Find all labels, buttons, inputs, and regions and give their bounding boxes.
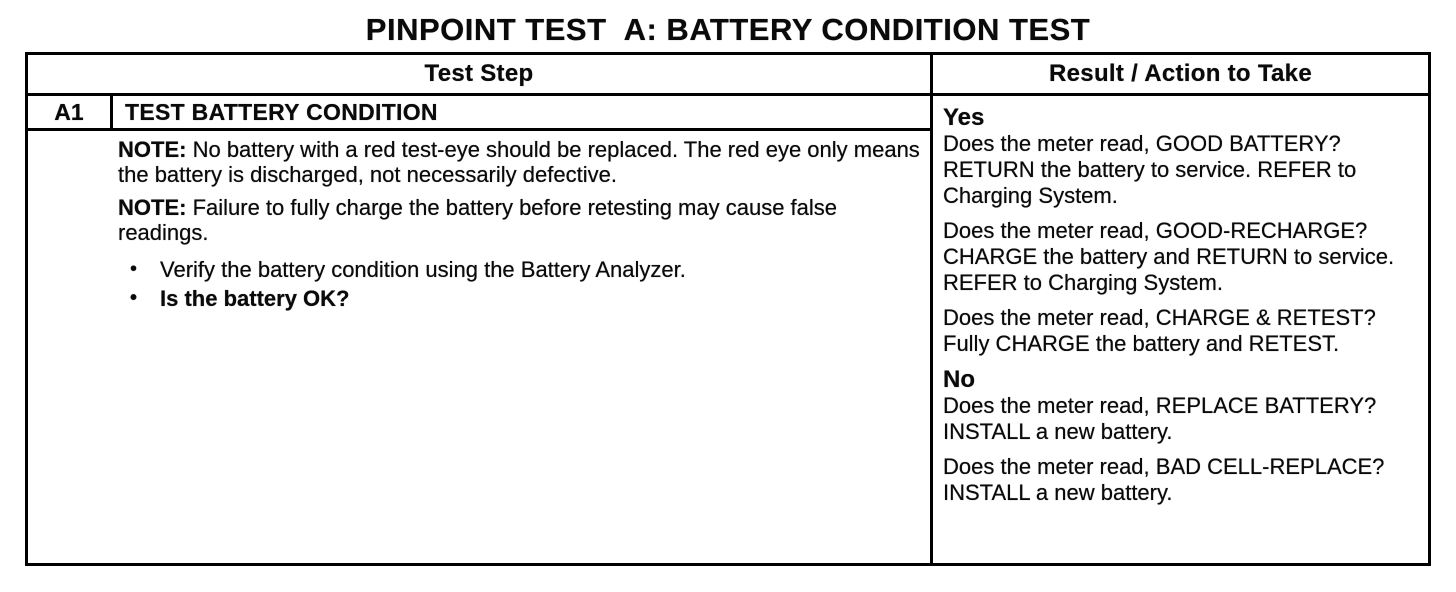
list-item: [118, 257, 920, 282]
result-action-cell: [933, 96, 1428, 563]
result-paragraph: Does the meter read, REPLACE BATTERY? INSTALL a new battery.: [943, 393, 1377, 444]
page-title: PINPOINT TEST A: BATTERY CONDITION TEST: [365, 12, 1091, 47]
note-paragraph: [118, 137, 920, 187]
step-name: TEST BATTERY CONDITION: [125, 98, 438, 125]
result-paragraph: Does the meter read, BAD CELL-REPLACE? INSTALL a new battery.: [943, 454, 1385, 505]
result-section-heading-no: No: [943, 366, 975, 393]
test-step-column: [28, 96, 933, 563]
note-label: NOTE:: [118, 195, 187, 220]
bullet-icon: •: [130, 258, 138, 280]
result-section-heading-yes: Yes: [943, 104, 985, 131]
result-paragraph: Does the meter read, CHARGE & RETEST? Fully CHARGE the battery and RETEST.: [943, 305, 1376, 356]
step-title-row: [28, 96, 930, 131]
result-paragraph: Does the meter read, GOOD-RECHARGE? CHARGE the battery and RETURN to service. REFER to Charging System.: [943, 218, 1395, 295]
note-text: Failure to fully charge the battery before retesting may cause false readings.: [118, 195, 838, 245]
note-paragraph: [118, 195, 920, 245]
bullet-text: Verify the battery condition using the Battery Analyzer.: [160, 257, 686, 282]
list-item: [118, 286, 920, 311]
table-header-row: [28, 55, 1428, 96]
note-label: NOTE:: [118, 137, 187, 162]
note-text: No battery with a red test-eye should be replaced. The red eye only means the battery is discharged, not necessarily defective.: [118, 137, 920, 187]
result-paragraph: Does the meter read, GOOD BATTERY? RETURN the battery to service. REFER to Charging System.: [943, 131, 1357, 208]
bullet-text: Is the battery OK?: [160, 286, 350, 311]
step-bullet-list: [118, 257, 920, 311]
column-header-test-step: Test Step: [28, 55, 933, 93]
pinpoint-test-table: [25, 52, 1431, 566]
table-body-row: [28, 96, 1428, 563]
step-id: A1: [28, 96, 113, 128]
bullet-icon: •: [130, 287, 138, 309]
column-header-result-action: Result / Action to Take: [1049, 60, 1312, 87]
step-content-cell: [28, 131, 930, 563]
